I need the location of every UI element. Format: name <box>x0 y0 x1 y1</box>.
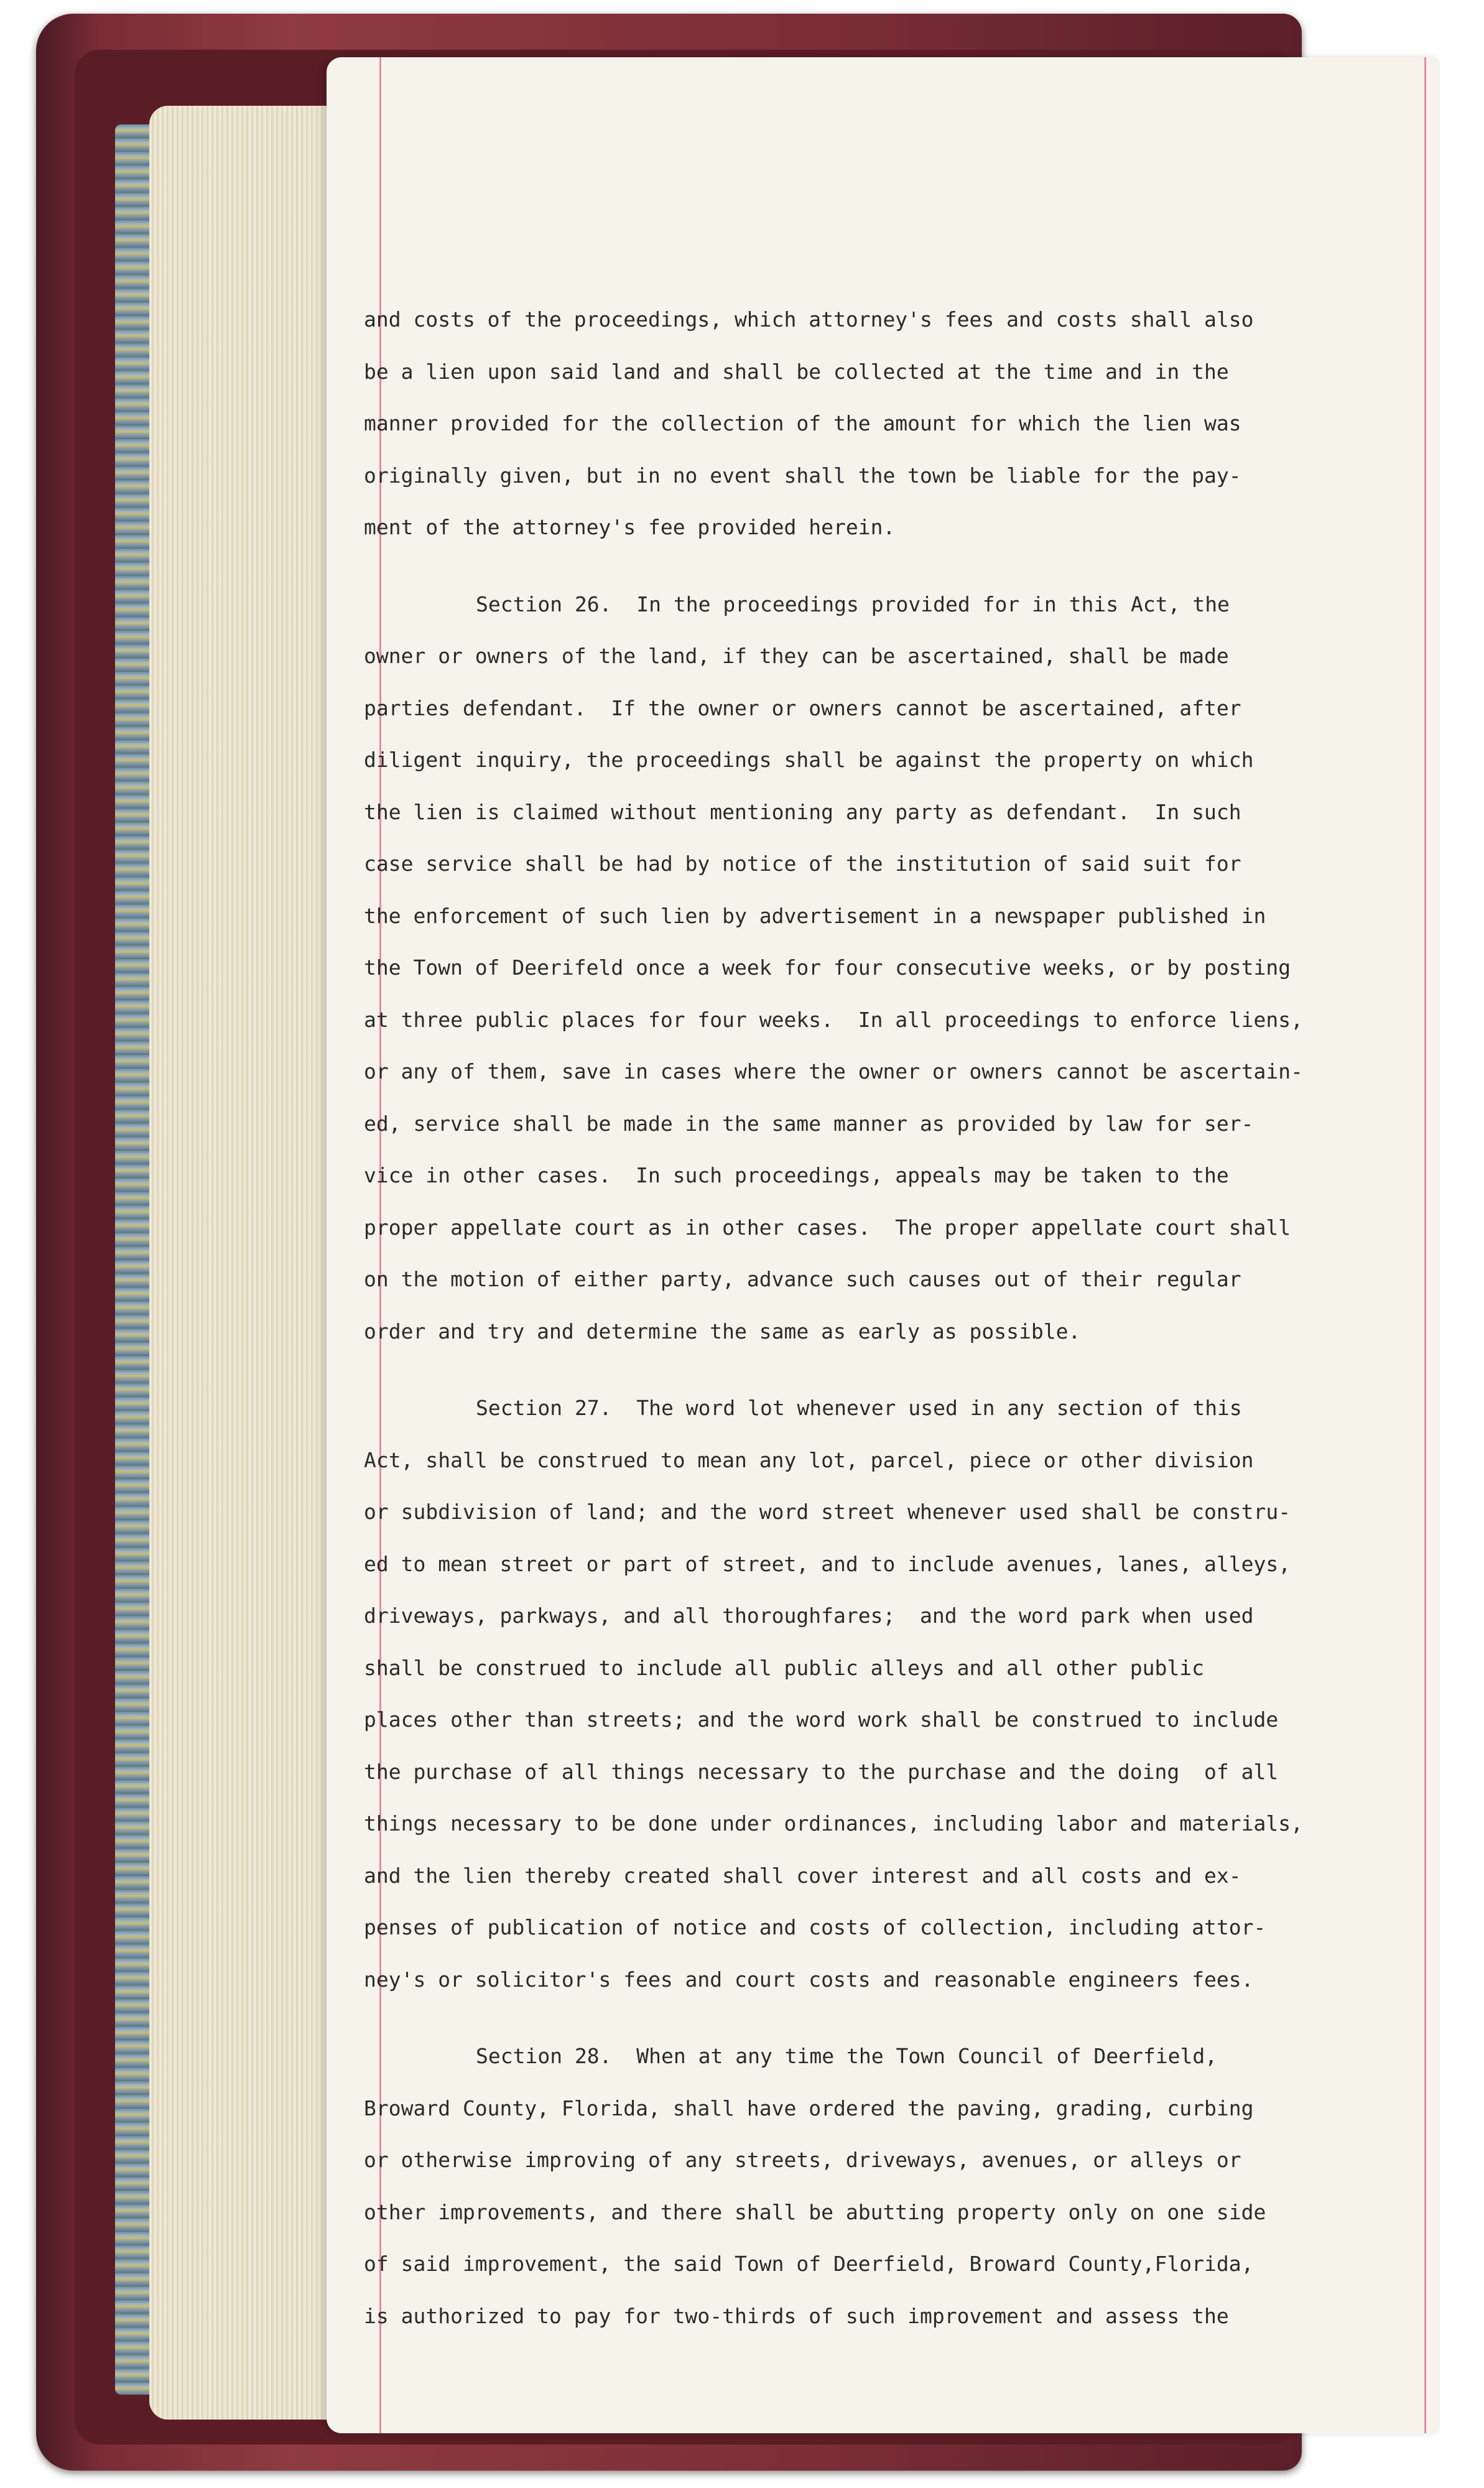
text-line: and costs of the proceedings, which attorney's fees and costs shall also <box>364 307 1254 332</box>
text-line: Act, shall be construed to mean any lot, parcel, piece or other division <box>364 1447 1254 1472</box>
text-line: or otherwise improving of any streets, driveways, avenues, or alleys or <box>364 2148 1241 2172</box>
typed-text-block <box>364 294 1424 2342</box>
text-line: proper appellate court as in other cases. The proper appellate court shall <box>364 1215 1291 1240</box>
text-line: owner or owners of the land, if they can be ascertained, shall be made <box>364 644 1229 668</box>
section-28-heading-line: Section 28. When at any time the Town Council of Deerfield, <box>476 2044 1218 2068</box>
text-line: manner provided for the collection of the amount for which the lien was <box>364 411 1241 435</box>
text-line: ed to mean street or part of street, and to include avenues, lanes, alleys, <box>364 1551 1291 1576</box>
right-margin-rule <box>1424 57 1426 2433</box>
text-line: at three public places for four weeks. In all proceedings to enforce liens, <box>364 1007 1303 1032</box>
text-line: parties defendant. If the owner or owners cannot be ascertained, after <box>364 695 1241 720</box>
text-line: or any of them, save in cases where the owner or owners cannot be ascertain- <box>364 1059 1303 1084</box>
section-27-heading-line: Section 27. The word lot whenever used in any section of this <box>476 1396 1242 1420</box>
text-line: the purchase of all things necessary to the purchase and the doing of all <box>364 1759 1279 1784</box>
text-line: other improvements, and there shall be abutting property only on one side <box>364 2199 1266 2224</box>
text-line: on the motion of either party, advance such causes out of their regular <box>364 1267 1241 1291</box>
text-line: order and try and determine the same as early as possible. <box>364 1319 1081 1344</box>
text-line: of said improvement, the said Town of Deerfield, Broward County,Florida, <box>364 2252 1254 2276</box>
text-line: driveways, parkways, and all thoroughfares; and the word park when used <box>364 1604 1254 1628</box>
text-line: Broward County, Florida, shall have ordered the paving, grading, curbing <box>364 2096 1254 2120</box>
text-line: the Town of Deerifeld once a week for four consecutive weeks, or by posting <box>364 955 1291 980</box>
document-page <box>327 57 1440 2433</box>
text-line: the enforcement of such lien by advertisement in a newspaper published in <box>364 903 1266 928</box>
text-line: ed, service shall be made in the same manner as provided by law for ser- <box>364 1111 1254 1136</box>
text-line: the lien is claimed without mentioning any party as defendant. In such <box>364 799 1241 824</box>
page-stack <box>149 106 336 2420</box>
text-line: penses of publication of notice and costs of collection, including attor- <box>364 1915 1266 1939</box>
text-line: ney's or solicitor's fees and court costs and reasonable engineers fees. <box>364 1967 1254 1992</box>
text-line: and the lien thereby created shall cover interest and all costs and ex- <box>364 1863 1241 1888</box>
text-line: case service shall be had by notice of the institution of said suit for <box>364 852 1241 876</box>
text-line: diligent inquiry, the proceedings shall be against the property on which <box>364 748 1254 772</box>
text-line: shall be construed to include all public alleys and all other public <box>364 1655 1205 1680</box>
text-line: be a lien upon said land and shall be collected at the time and in the <box>364 359 1229 384</box>
text-line: ment of the attorney's fee provided herein. <box>364 515 896 539</box>
text-line: originally given, but in no event shall the town be liable for the pay- <box>364 463 1241 488</box>
section-26-heading-line: Section 26. In the proceedings provided for in this Act, the <box>476 592 1230 616</box>
text-line: things necessary to be done under ordinances, including labor and materials, <box>364 1811 1303 1836</box>
text-line: vice in other cases. In such proceedings, appeals may be taken to the <box>364 1163 1229 1187</box>
text-line: or subdivision of land; and the word street whenever used shall be constru- <box>364 1500 1291 1524</box>
text-line: places other than streets; and the word work shall be construed to include <box>364 1707 1279 1732</box>
text-line: is authorized to pay for two-thirds of such improvement and assess the <box>364 2303 1229 2328</box>
